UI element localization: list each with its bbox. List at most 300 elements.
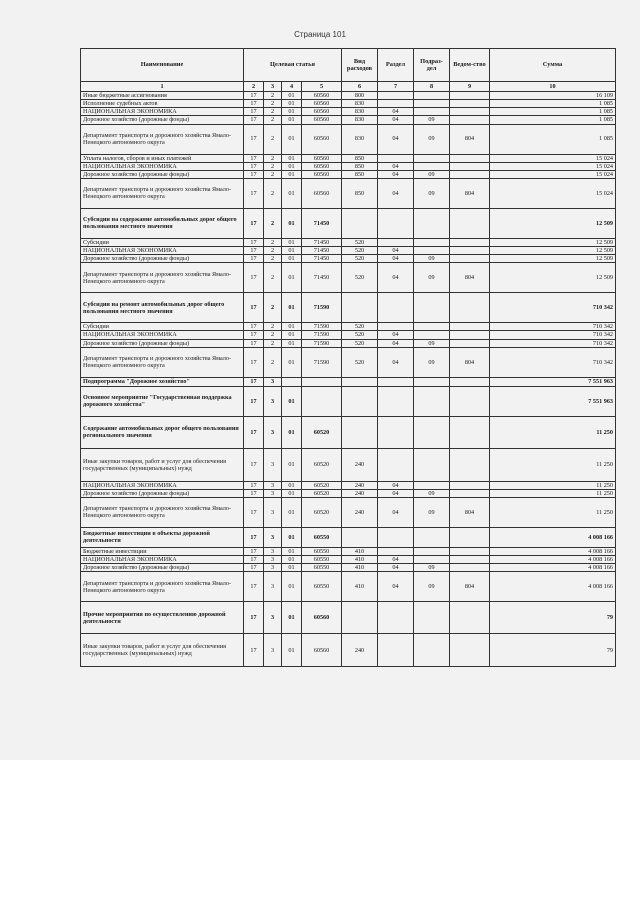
cell-vedomstvo <box>450 100 490 108</box>
cell-vid: 830 <box>342 124 378 154</box>
cell-podrazdel <box>414 108 450 116</box>
cell-code-4: 01 <box>282 497 302 527</box>
cell-code-4: 01 <box>282 323 302 331</box>
cell-summa: 1 085 <box>490 116 616 124</box>
cell-name: Иные закупки товаров, работ и услуг для обеспечения государственных (муниципальных) нужд <box>81 448 244 481</box>
cell-vid <box>342 602 378 634</box>
table-row <box>81 547 616 555</box>
table-row <box>81 331 616 339</box>
table-row <box>81 489 616 497</box>
cell-razdel <box>378 208 414 238</box>
cell-code-2: 17 <box>244 572 264 602</box>
cell-vedomstvo <box>450 238 490 246</box>
cell-code-3: 3 <box>264 416 282 448</box>
cell-vedomstvo <box>450 448 490 481</box>
cell-code-4: 01 <box>282 238 302 246</box>
cell-code-3: 3 <box>264 489 282 497</box>
cell-code-2: 17 <box>244 448 264 481</box>
cell-code-4: 01 <box>282 386 302 416</box>
cell-code-4: 01 <box>282 448 302 481</box>
cell-razdel: 04 <box>378 247 414 255</box>
cell-code-3: 2 <box>264 293 282 323</box>
table-row <box>81 347 616 377</box>
table-row <box>81 564 616 572</box>
cell-vid <box>342 377 378 386</box>
cell-razdel: 04 <box>378 556 414 564</box>
cell-summa: 15 024 <box>490 170 616 178</box>
cell-code-2: 17 <box>244 489 264 497</box>
cell-podrazdel: 09 <box>414 263 450 293</box>
cell-razdel: 04 <box>378 108 414 116</box>
cell-summa: 79 <box>490 634 616 667</box>
cell-code-2: 17 <box>244 255 264 263</box>
cell-code-4: 01 <box>282 100 302 108</box>
table-row <box>81 154 616 162</box>
cell-podrazdel: 09 <box>414 178 450 208</box>
cell-code-2: 17 <box>244 208 264 238</box>
cell-code-3: 3 <box>264 564 282 572</box>
cell-name: Бюджетные инвестиции <box>81 547 244 555</box>
cell-vid: 830 <box>342 116 378 124</box>
cell-code-3: 2 <box>264 247 282 255</box>
cell-code-3: 2 <box>264 255 282 263</box>
cell-podrazdel <box>414 556 450 564</box>
cell-podrazdel: 09 <box>414 489 450 497</box>
cell-code-3: 2 <box>264 100 282 108</box>
cell-code-3: 3 <box>264 572 282 602</box>
cell-summa: 16 109 <box>490 92 616 100</box>
header-vedomstvo: Ведом-ство <box>450 49 490 82</box>
cell-podrazdel <box>414 331 450 339</box>
cell-name: Субсидии <box>81 238 244 246</box>
cell-summa: 4 008 166 <box>490 572 616 602</box>
index-cell: 7 <box>378 82 414 92</box>
cell-summa: 7 551 963 <box>490 377 616 386</box>
cell-code-3: 2 <box>264 124 282 154</box>
cell-code-4: 01 <box>282 178 302 208</box>
cell-vid: 520 <box>342 247 378 255</box>
table-body <box>81 92 616 667</box>
cell-vedomstvo <box>450 377 490 386</box>
cell-vedomstvo <box>450 634 490 667</box>
table-row <box>81 416 616 448</box>
cell-name: Дорожное хозяйство (дорожные фонды) <box>81 339 244 347</box>
table-row <box>81 170 616 178</box>
cell-code-5: 60560 <box>302 116 342 124</box>
cell-podrazdel <box>414 527 450 547</box>
cell-code-4: 01 <box>282 255 302 263</box>
cell-code-3: 3 <box>264 481 282 489</box>
cell-vid: 520 <box>342 331 378 339</box>
cell-podrazdel <box>414 92 450 100</box>
cell-code-5: 60560 <box>302 154 342 162</box>
cell-code-4: 01 <box>282 154 302 162</box>
cell-name: Дорожное хозяйство (дорожные фонды) <box>81 564 244 572</box>
cell-razdel: 04 <box>378 497 414 527</box>
cell-podrazdel: 09 <box>414 564 450 572</box>
cell-vedomstvo <box>450 323 490 331</box>
cell-podrazdel: 09 <box>414 124 450 154</box>
cell-vedomstvo: 804 <box>450 178 490 208</box>
table-row <box>81 178 616 208</box>
cell-code-4: 01 <box>282 481 302 489</box>
cell-summa: 11 250 <box>490 489 616 497</box>
cell-vedomstvo <box>450 255 490 263</box>
cell-summa: 11 250 <box>490 481 616 489</box>
cell-vid: 240 <box>342 489 378 497</box>
cell-vedomstvo <box>450 547 490 555</box>
cell-vid <box>342 527 378 547</box>
cell-vid: 240 <box>342 481 378 489</box>
table-row <box>81 92 616 100</box>
cell-summa: 710 342 <box>490 331 616 339</box>
cell-podrazdel <box>414 547 450 555</box>
cell-code-5: 60560 <box>302 162 342 170</box>
cell-name: Иные закупки товаров, работ и услуг для обеспечения государственных (муниципальных) нужд <box>81 634 244 667</box>
cell-vedomstvo: 804 <box>450 347 490 377</box>
cell-name: Департамент транспорта и дорожного хозяйства Ямало-Ненецкого автономного округа <box>81 572 244 602</box>
cell-code-5: 60560 <box>302 634 342 667</box>
cell-name: Дорожное хозяйство (дорожные фонды) <box>81 489 244 497</box>
cell-code-5: 60520 <box>302 489 342 497</box>
cell-name: Департамент транспорта и дорожного хозяйства Ямало-Ненецкого автономного округа <box>81 178 244 208</box>
cell-code-4: 01 <box>282 556 302 564</box>
table-row <box>81 448 616 481</box>
cell-code-2: 17 <box>244 263 264 293</box>
cell-summa: 710 342 <box>490 347 616 377</box>
cell-podrazdel <box>414 154 450 162</box>
cell-vedomstvo <box>450 489 490 497</box>
cell-name: Прочие мероприятия по осуществлению дорожной деятельности <box>81 602 244 634</box>
cell-summa: 12 509 <box>490 238 616 246</box>
cell-code-4: 01 <box>282 416 302 448</box>
table-row <box>81 377 616 386</box>
cell-code-3: 2 <box>264 162 282 170</box>
cell-code-2: 17 <box>244 386 264 416</box>
cell-code-3: 3 <box>264 386 282 416</box>
cell-summa: 79 <box>490 602 616 634</box>
header-name: Наименование <box>81 49 244 82</box>
table-row <box>81 255 616 263</box>
header-podrazdel: Подраз-дел <box>414 49 450 82</box>
cell-code-4: 01 <box>282 170 302 178</box>
cell-name: НАЦИОНАЛЬНАЯ ЭКОНОМИКА <box>81 331 244 339</box>
table-row <box>81 238 616 246</box>
cell-code-5: 60560 <box>302 100 342 108</box>
cell-podrazdel: 09 <box>414 170 450 178</box>
cell-name: Субсидии на содержание автомобильных дорог общего пользования местного значения <box>81 208 244 238</box>
cell-vid: 240 <box>342 497 378 527</box>
cell-summa: 4 008 166 <box>490 547 616 555</box>
header-vid: Вид расходов <box>342 49 378 82</box>
cell-summa: 11 250 <box>490 416 616 448</box>
cell-razdel: 04 <box>378 263 414 293</box>
cell-code-4: 01 <box>282 564 302 572</box>
cell-code-5: 60520 <box>302 497 342 527</box>
cell-razdel <box>378 377 414 386</box>
cell-code-4: 01 <box>282 547 302 555</box>
cell-vid <box>342 386 378 416</box>
table-row <box>81 527 616 547</box>
cell-code-3: 2 <box>264 347 282 377</box>
cell-podrazdel: 09 <box>414 255 450 263</box>
cell-summa: 12 509 <box>490 263 616 293</box>
index-cell: 9 <box>450 82 490 92</box>
cell-code-4: 01 <box>282 489 302 497</box>
cell-code-5: 60550 <box>302 572 342 602</box>
cell-summa: 12 509 <box>490 208 616 238</box>
cell-name: Дорожное хозяйство (дорожные фонды) <box>81 255 244 263</box>
cell-vedomstvo <box>450 116 490 124</box>
cell-code-5: 60520 <box>302 448 342 481</box>
cell-vedomstvo <box>450 481 490 489</box>
cell-code-3: 3 <box>264 602 282 634</box>
cell-code-2: 17 <box>244 108 264 116</box>
cell-vedomstvo <box>450 170 490 178</box>
cell-podrazdel <box>414 377 450 386</box>
cell-code-3: 2 <box>264 108 282 116</box>
table-row <box>81 572 616 602</box>
cell-vedomstvo <box>450 339 490 347</box>
cell-code-4 <box>282 377 302 386</box>
cell-code-5: 71590 <box>302 323 342 331</box>
cell-vid: 410 <box>342 564 378 572</box>
cell-code-3: 2 <box>264 116 282 124</box>
cell-code-5: 60560 <box>302 602 342 634</box>
cell-name: НАЦИОНАЛЬНАЯ ЭКОНОМИКА <box>81 162 244 170</box>
cell-vid: 520 <box>342 347 378 377</box>
cell-code-2: 17 <box>244 247 264 255</box>
cell-name: Департамент транспорта и дорожного хозяйства Ямало-Ненецкого автономного округа <box>81 347 244 377</box>
cell-summa: 12 509 <box>490 247 616 255</box>
cell-vid: 240 <box>342 448 378 481</box>
cell-code-5 <box>302 386 342 416</box>
cell-razdel <box>378 238 414 246</box>
cell-podrazdel <box>414 323 450 331</box>
cell-code-4: 01 <box>282 331 302 339</box>
cell-vid: 520 <box>342 263 378 293</box>
cell-code-3: 3 <box>264 634 282 667</box>
cell-code-5: 71590 <box>302 347 342 377</box>
table-row <box>81 481 616 489</box>
cell-vedomstvo <box>450 602 490 634</box>
table-row <box>81 124 616 154</box>
index-cell: 5 <box>302 82 342 92</box>
cell-code-5: 71450 <box>302 238 342 246</box>
cell-razdel: 04 <box>378 162 414 170</box>
cell-summa: 4 008 166 <box>490 556 616 564</box>
cell-code-5 <box>302 377 342 386</box>
cell-code-4: 01 <box>282 92 302 100</box>
index-cell: 2 <box>244 82 264 92</box>
cell-summa: 15 024 <box>490 154 616 162</box>
cell-vedomstvo <box>450 92 490 100</box>
cell-vedomstvo <box>450 331 490 339</box>
cell-razdel: 04 <box>378 489 414 497</box>
cell-code-2: 17 <box>244 602 264 634</box>
cell-code-4: 01 <box>282 347 302 377</box>
cell-code-4: 01 <box>282 602 302 634</box>
cell-razdel <box>378 100 414 108</box>
cell-vedomstvo <box>450 386 490 416</box>
cell-razdel: 04 <box>378 178 414 208</box>
index-cell: 1 <box>81 82 244 92</box>
header-summa: Сумма <box>490 49 616 82</box>
cell-vid: 850 <box>342 178 378 208</box>
cell-vedomstvo: 804 <box>450 572 490 602</box>
cell-name: Исполнение судебных актов <box>81 100 244 108</box>
cell-vid: 410 <box>342 556 378 564</box>
cell-podrazdel <box>414 416 450 448</box>
cell-name: Уплата налогов, сборов и иных платежей <box>81 154 244 162</box>
cell-vid: 520 <box>342 323 378 331</box>
cell-name: Содержание автомобильных дорог общего пользования регионального значения <box>81 416 244 448</box>
index-cell: 10 <box>490 82 616 92</box>
cell-code-3: 2 <box>264 208 282 238</box>
cell-vedomstvo: 804 <box>450 497 490 527</box>
cell-podrazdel <box>414 634 450 667</box>
cell-code-2: 17 <box>244 564 264 572</box>
cell-code-3: 2 <box>264 238 282 246</box>
table-row <box>81 162 616 170</box>
cell-code-3: 2 <box>264 170 282 178</box>
header-row <box>81 49 616 82</box>
cell-code-4: 01 <box>282 108 302 116</box>
cell-podrazdel <box>414 100 450 108</box>
cell-razdel <box>378 92 414 100</box>
cell-podrazdel <box>414 448 450 481</box>
cell-vedomstvo <box>450 564 490 572</box>
cell-code-2: 17 <box>244 347 264 377</box>
cell-code-2: 17 <box>244 377 264 386</box>
table-row <box>81 556 616 564</box>
cell-vedomstvo: 804 <box>450 263 490 293</box>
cell-razdel: 04 <box>378 339 414 347</box>
cell-code-3: 2 <box>264 178 282 208</box>
cell-razdel: 04 <box>378 116 414 124</box>
cell-vid: 520 <box>342 238 378 246</box>
cell-code-3: 3 <box>264 556 282 564</box>
cell-code-5: 71590 <box>302 331 342 339</box>
cell-vedomstvo <box>450 416 490 448</box>
cell-code-5: 60560 <box>302 108 342 116</box>
table-row <box>81 208 616 238</box>
cell-code-4: 01 <box>282 247 302 255</box>
cell-code-3: 3 <box>264 497 282 527</box>
cell-vid <box>342 293 378 323</box>
cell-vid: 850 <box>342 170 378 178</box>
cell-code-2: 17 <box>244 178 264 208</box>
cell-vedomstvo <box>450 162 490 170</box>
cell-razdel <box>378 293 414 323</box>
cell-code-4: 01 <box>282 124 302 154</box>
cell-vid: 410 <box>342 572 378 602</box>
cell-razdel: 04 <box>378 481 414 489</box>
table-row <box>81 108 616 116</box>
cell-code-3: 3 <box>264 377 282 386</box>
cell-razdel <box>378 634 414 667</box>
cell-code-5: 60560 <box>302 178 342 208</box>
cell-code-3: 3 <box>264 547 282 555</box>
cell-razdel: 04 <box>378 170 414 178</box>
cell-razdel <box>378 154 414 162</box>
header-razdel: Раздел <box>378 49 414 82</box>
cell-code-5: 71450 <box>302 247 342 255</box>
cell-code-2: 17 <box>244 481 264 489</box>
cell-razdel: 04 <box>378 572 414 602</box>
cell-podrazdel <box>414 481 450 489</box>
cell-code-2: 17 <box>244 124 264 154</box>
cell-code-2: 17 <box>244 170 264 178</box>
index-cell: 8 <box>414 82 450 92</box>
cell-code-5: 60550 <box>302 547 342 555</box>
cell-code-5: 71450 <box>302 208 342 238</box>
cell-summa: 4 008 166 <box>490 527 616 547</box>
table-row <box>81 116 616 124</box>
cell-code-5: 71450 <box>302 255 342 263</box>
cell-vid: 800 <box>342 92 378 100</box>
cell-code-2: 17 <box>244 497 264 527</box>
cell-razdel <box>378 323 414 331</box>
cell-code-3: 2 <box>264 331 282 339</box>
cell-code-4: 01 <box>282 162 302 170</box>
cell-code-2: 17 <box>244 339 264 347</box>
table-row <box>81 602 616 634</box>
cell-podrazdel: 09 <box>414 347 450 377</box>
cell-vid: 520 <box>342 255 378 263</box>
cell-podrazdel <box>414 162 450 170</box>
cell-code-2: 17 <box>244 416 264 448</box>
cell-razdel <box>378 602 414 634</box>
cell-code-2: 17 <box>244 100 264 108</box>
cell-vid <box>342 208 378 238</box>
cell-razdel <box>378 547 414 555</box>
cell-vid: 850 <box>342 162 378 170</box>
cell-razdel <box>378 416 414 448</box>
cell-code-5: 60520 <box>302 416 342 448</box>
cell-name: Бюджетные инвестиции в объекты дорожной деятельности <box>81 527 244 547</box>
cell-code-4: 01 <box>282 572 302 602</box>
cell-razdel: 04 <box>378 255 414 263</box>
cell-code-5: 60550 <box>302 556 342 564</box>
table-row <box>81 293 616 323</box>
cell-vedomstvo <box>450 527 490 547</box>
cell-code-2: 17 <box>244 154 264 162</box>
cell-summa: 4 008 166 <box>490 564 616 572</box>
cell-name: Дорожное хозяйство (дорожные фонды) <box>81 116 244 124</box>
cell-podrazdel: 09 <box>414 116 450 124</box>
cell-podrazdel: 09 <box>414 339 450 347</box>
index-cell: 4 <box>282 82 302 92</box>
cell-name: Департамент транспорта и дорожного хозяйства Ямало-Ненецкого автономного округа <box>81 497 244 527</box>
budget-table <box>80 48 616 667</box>
cell-vedomstvo <box>450 556 490 564</box>
cell-code-5: 60560 <box>302 170 342 178</box>
cell-vedomstvo <box>450 154 490 162</box>
cell-summa: 7 551 963 <box>490 386 616 416</box>
cell-code-2: 17 <box>244 323 264 331</box>
cell-razdel: 04 <box>378 347 414 377</box>
cell-summa: 1 085 <box>490 100 616 108</box>
cell-summa: 11 250 <box>490 497 616 527</box>
cell-name: НАЦИОНАЛЬНАЯ ЭКОНОМИКА <box>81 556 244 564</box>
page-number: Страница 101 <box>294 30 346 39</box>
cell-name: Подпрограмма "Дорожное хозяйство" <box>81 377 244 386</box>
index-row <box>81 82 616 92</box>
cell-name: Субсидии на ремонт автомобильных дорог общего пользования местного значения <box>81 293 244 323</box>
cell-name: Субсидии <box>81 323 244 331</box>
cell-summa: 1 085 <box>490 108 616 116</box>
